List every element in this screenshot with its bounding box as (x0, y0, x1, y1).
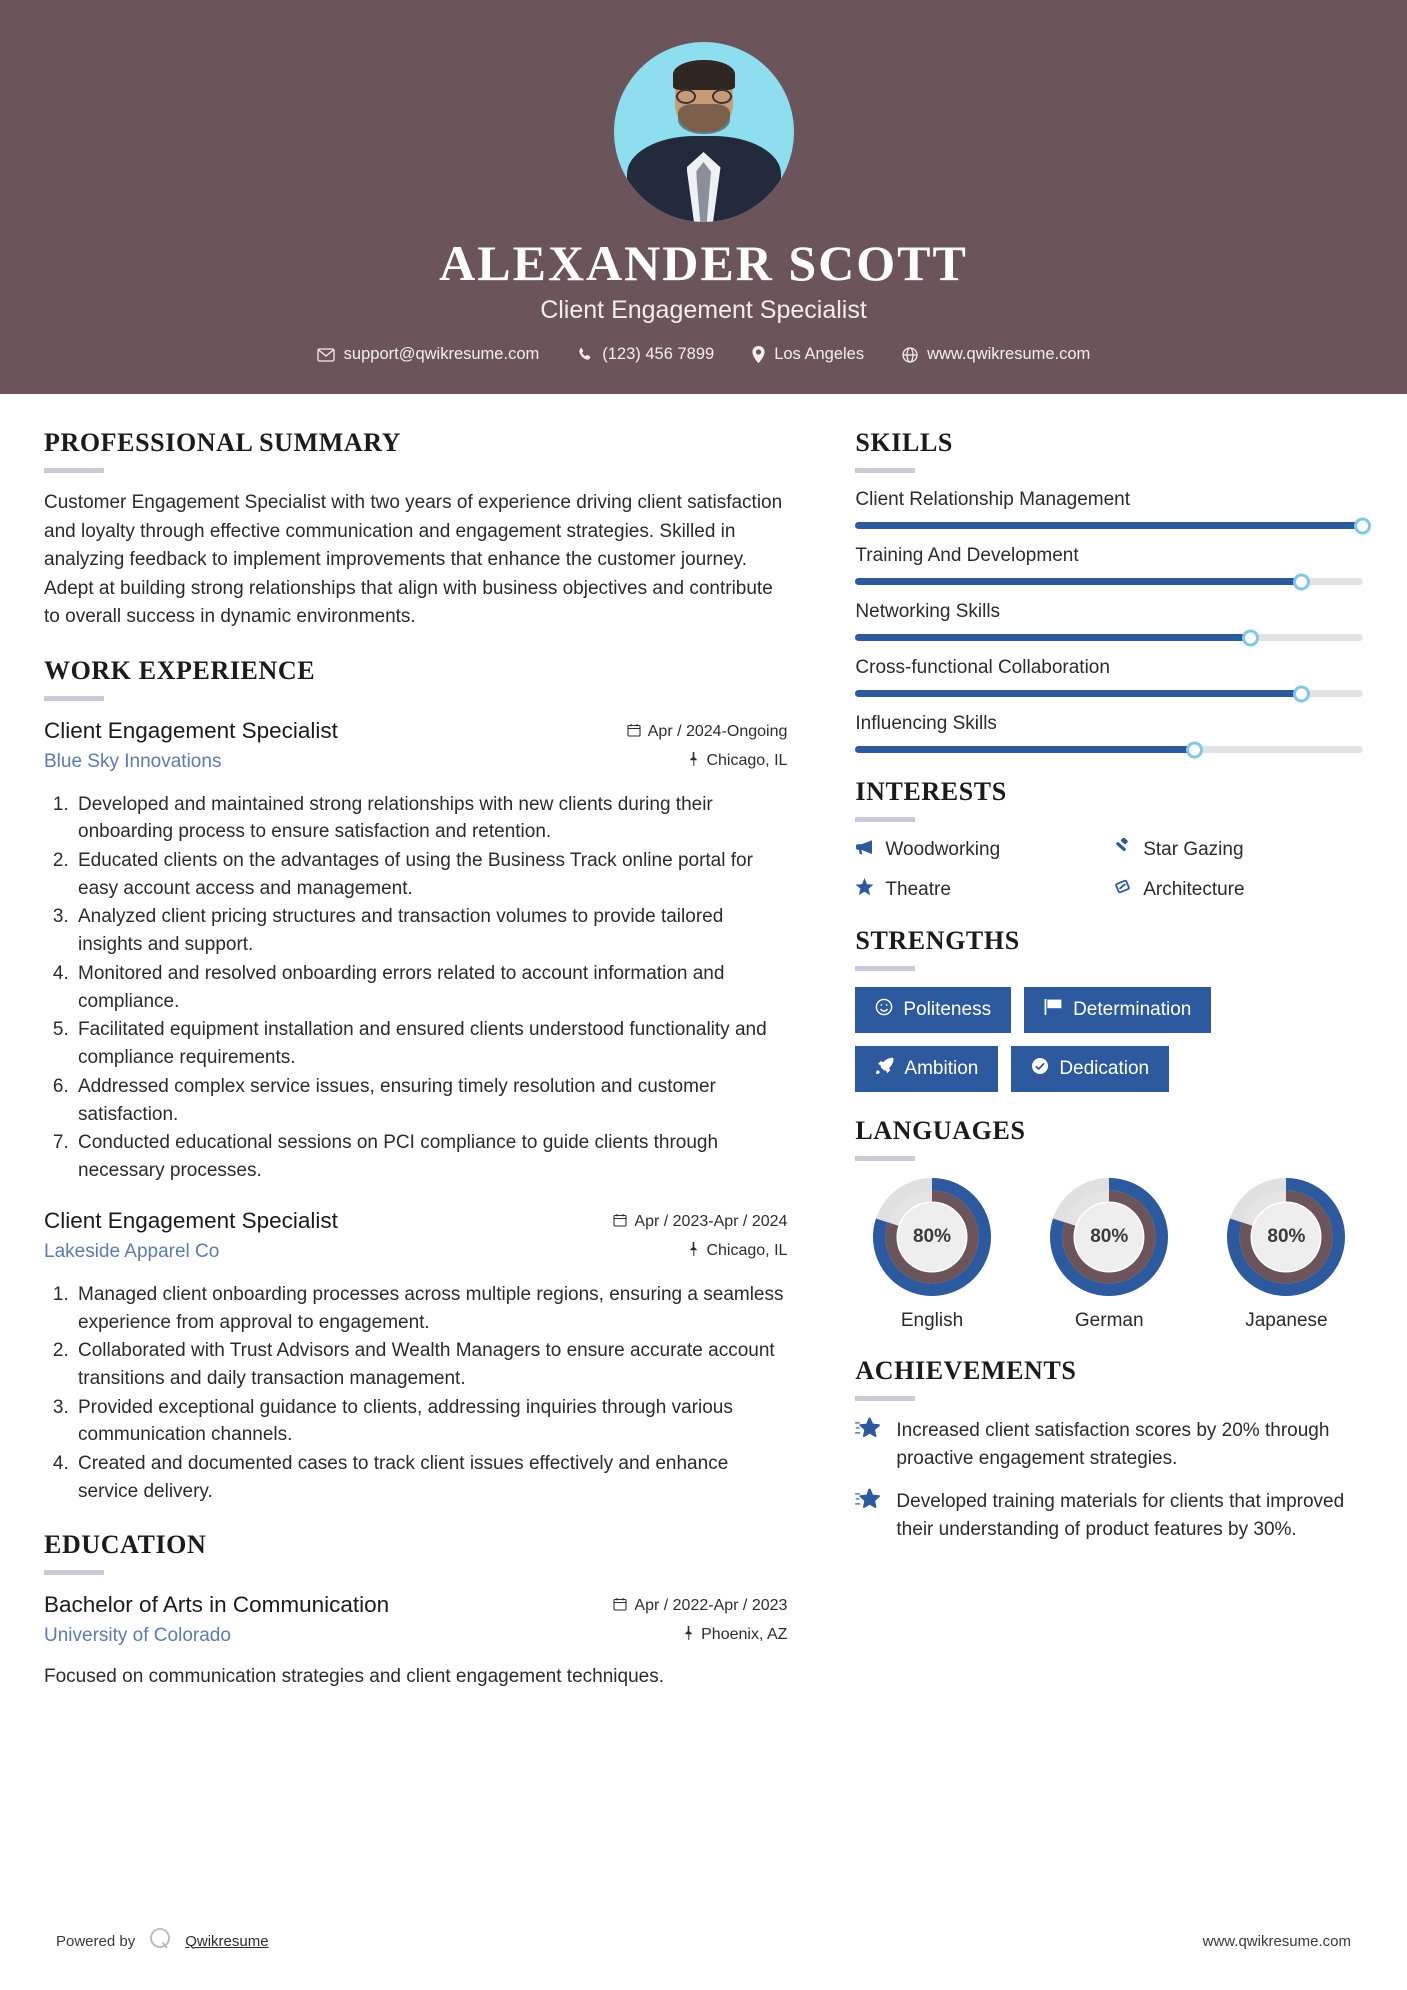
section-achievements (855, 1356, 1363, 1543)
pin-icon (688, 1242, 699, 1261)
experience-entry (44, 1207, 787, 1506)
job-location-line (613, 1242, 787, 1261)
list-item: 4. Created and documented cases to track client issues effectively and enhance service delivery. (74, 1450, 787, 1505)
avatar-beard (678, 104, 730, 134)
interest-item (855, 838, 1105, 862)
skill-bar[interactable] (855, 746, 1363, 753)
avatar-glasses (676, 89, 732, 104)
job-bullets (74, 791, 787, 1185)
contact-phone-text: (123) 456 7899 (602, 345, 715, 363)
list-item: 1. Managed client onboarding processes across multiple regions, ensuring a seamless experience from approval to engagement. (74, 1281, 787, 1336)
envelope-icon (317, 348, 335, 362)
contact-website-text: www.qwikresume.com (927, 345, 1091, 363)
skill-bar-fill (855, 746, 1195, 753)
skill-bar-knob[interactable] (1293, 685, 1310, 702)
achievements-heading: ACHIEVEMENTS (855, 1356, 1077, 1385)
map-pin-icon (752, 346, 765, 363)
list-item: 2. Collaborated with Trust Advisors and Wealth Managers to ensure accurate account transitions and daily transaction management. (74, 1337, 787, 1392)
section-interests (855, 777, 1363, 902)
education-location: Phoenix, AZ (701, 1626, 788, 1644)
avatar-hair (673, 60, 735, 90)
entry-header (44, 717, 787, 781)
entry-header (44, 1591, 787, 1655)
job-bullets (74, 1281, 787, 1506)
skill-item (855, 657, 1363, 697)
list-item: 3. Analyzed client pricing structures and transaction volumes to provide tailored insights and support. (74, 903, 787, 958)
heading-rule (855, 468, 915, 473)
footer-website[interactable]: www.qwikresume.com (1202, 1932, 1351, 1950)
qwikresume-logo-icon (147, 1926, 173, 1956)
skill-bar[interactable] (855, 634, 1363, 641)
interest-label: Star Gazing (1143, 839, 1244, 860)
list-item: 5. Facilitated equipment installation and ensured clients understood functionality and compliance requirements. (74, 1016, 787, 1071)
heading-rule (855, 966, 915, 971)
job-dates: Apr / 2023-Apr / 2024 (634, 1213, 788, 1231)
right-column (833, 428, 1363, 1715)
list-item: 4. Monitored and resolved onboarding errors related to account information and compliance. (74, 960, 787, 1015)
list-item: 7. Conducted educational sessions on PCI compliance to guide clients through necessary processes. (74, 1129, 787, 1184)
pin-icon (683, 1626, 694, 1645)
skill-bar-knob[interactable] (1293, 573, 1310, 590)
entry-meta (627, 717, 788, 781)
contact-location-text: Los Angeles (774, 345, 865, 363)
skills-heading: SKILLS (855, 428, 953, 457)
footer-branding (56, 1926, 269, 1956)
skill-bar-fill (855, 578, 1302, 585)
heading-rule (855, 1156, 915, 1161)
phone-icon (577, 347, 593, 363)
flag-icon (1044, 998, 1063, 1022)
language-donut (1226, 1177, 1346, 1297)
language-name: English (900, 1310, 964, 1331)
strengths-list (855, 987, 1363, 1092)
candidate-role: Client Engagement Specialist (540, 296, 867, 324)
check-circle-icon (1031, 1057, 1049, 1081)
skill-bar-fill (855, 690, 1302, 697)
interest-label: Theatre (885, 879, 951, 900)
strength-label: Ambition (904, 1058, 979, 1079)
strengths-heading: STRENGTHS (855, 926, 1020, 955)
skill-label: Client Relationship Management (855, 489, 1131, 510)
rocket-icon (875, 1057, 894, 1081)
achievement-item (855, 1488, 1363, 1543)
job-company[interactable]: Lakeside Apparel Co (44, 1240, 220, 1262)
star-icon (855, 878, 874, 902)
skill-bar[interactable] (855, 578, 1363, 585)
summary-heading: PROFESSIONAL SUMMARY (44, 428, 402, 457)
skill-bar-knob[interactable] (1354, 517, 1371, 534)
skill-bar-knob[interactable] (1242, 629, 1259, 646)
donut-value: 80% (1075, 1203, 1143, 1271)
left-column (44, 428, 833, 1715)
job-dates-line (627, 723, 788, 742)
job-title: Client Engagement Specialist (44, 1207, 338, 1233)
language-item (1210, 1177, 1363, 1332)
list-item: 3. Provided exceptional guidance to clients, addressing inquiries through various communication channels. (74, 1394, 787, 1449)
skill-bar-fill (855, 634, 1251, 641)
language-donut (872, 1177, 992, 1297)
diamond-icon (1113, 878, 1132, 902)
heading-rule (44, 468, 104, 473)
resume-body (0, 394, 1407, 1715)
contact-website[interactable] (883, 345, 1109, 364)
job-title: Client Engagement Specialist (44, 717, 338, 743)
contact-email-text: support@qwikresume.com (343, 345, 540, 363)
education-note: Focused on communication strategies and client engagement techniques. (44, 1665, 664, 1687)
language-item (1033, 1177, 1186, 1332)
language-name: German (1074, 1310, 1144, 1331)
job-dates: Apr / 2024-Ongoing (647, 723, 788, 740)
job-company[interactable]: Blue Sky Innovations (44, 750, 222, 772)
contact-email[interactable] (298, 345, 559, 364)
skill-bar[interactable] (855, 522, 1363, 529)
star-burst-icon (855, 1488, 882, 1517)
powered-by-label: Powered by (56, 1932, 136, 1950)
skill-label: Networking Skills (855, 601, 1001, 622)
contact-phone[interactable] (558, 345, 733, 364)
skill-item (855, 601, 1363, 641)
list-item: 6. Addressed complex service issues, ensuring timely resolution and customer satisfaction. (74, 1073, 787, 1128)
skill-item (855, 713, 1363, 753)
contact-bar (0, 345, 1407, 364)
interest-label: Woodworking (885, 839, 1001, 860)
experience-heading: WORK EXPERIENCE (44, 655, 316, 685)
school-name[interactable]: University of Colorado (44, 1624, 231, 1646)
skill-label: Training And Development (855, 545, 1079, 566)
heading-rule (44, 696, 104, 701)
interest-item (1113, 838, 1363, 862)
interests-grid (855, 838, 1363, 902)
languages-list (855, 1177, 1363, 1332)
list-item: 1. Developed and maintained strong relationships with new clients during their onboarding process to ensure satisfaction and retention. (74, 791, 787, 846)
strength-label: Dedication (1059, 1058, 1150, 1079)
skill-label: Influencing Skills (855, 713, 997, 734)
skill-bar-fill (855, 522, 1363, 529)
language-name: Japanese (1245, 1310, 1328, 1331)
job-dates-line (613, 1213, 787, 1232)
job-location: Chicago, IL (706, 1242, 788, 1260)
contact-location[interactable] (733, 345, 883, 364)
entry-header (44, 1207, 787, 1271)
list-item: 2. Educated clients on the advantages of using the Business Track online portal for easy account access and management. (74, 847, 787, 902)
achievement-text: Increased client satisfaction scores by 20% through proactive engagement strategies. (896, 1420, 1330, 1469)
education-entry (44, 1591, 787, 1692)
heading-rule (44, 1570, 104, 1575)
section-strengths (855, 926, 1363, 1092)
education-location-line (613, 1626, 787, 1645)
interest-item (855, 878, 1105, 902)
gavel-icon (1113, 838, 1132, 862)
candidate-name: ALEXANDER SCOTT (439, 235, 968, 291)
qwikresume-link[interactable]: Qwikresume (185, 1932, 269, 1950)
entry-meta (613, 1591, 787, 1655)
star-burst-icon (855, 1417, 882, 1446)
achievement-text: Developed training materials for clients that improved their understanding of product features by 30%. (896, 1491, 1345, 1540)
summary-text: Customer Engagement Specialist with two years of experience driving client satisfaction and loyalty through effective communication and engagement strategies. Skilled in analyzing feedback to implement improvements that enhance the customer journey. Adept at building strong relationships that align with business objectives and contribute to overall success in dynamic environments. (44, 492, 783, 627)
heading-rule (855, 817, 915, 822)
strength-label: Determination (1073, 999, 1192, 1020)
language-item (855, 1177, 1008, 1332)
skill-bar-knob[interactable] (1186, 741, 1203, 758)
strength-badge-determination[interactable] (1024, 987, 1211, 1033)
section-education (44, 1530, 787, 1692)
skill-label: Cross-functional Collaboration (855, 657, 1110, 678)
avatar (614, 42, 794, 222)
skill-item (855, 545, 1363, 585)
achievement-item (855, 1417, 1363, 1472)
skill-item (855, 489, 1363, 529)
section-languages (855, 1116, 1363, 1332)
smiley-icon (875, 998, 893, 1022)
strength-label: Politeness (903, 999, 992, 1020)
education-dates: Apr / 2022-Apr / 2023 (634, 1597, 788, 1615)
donut-value: 80% (1252, 1203, 1320, 1271)
interest-item (1113, 878, 1363, 902)
interests-heading: INTERESTS (855, 777, 1007, 806)
strength-badge-ambition[interactable] (855, 1046, 998, 1092)
experience-entry (44, 717, 787, 1185)
degree-title: Bachelor of Arts in Communication (44, 1591, 390, 1617)
strength-badge-politeness[interactable] (855, 987, 1011, 1033)
resume-header (0, 0, 1407, 394)
section-work-experience (44, 656, 787, 1506)
skill-bar[interactable] (855, 690, 1363, 697)
pin-icon (688, 752, 699, 771)
education-heading: EDUCATION (44, 1529, 207, 1559)
language-donut (1049, 1177, 1169, 1297)
section-professional-summary (44, 428, 787, 632)
globe-icon (902, 347, 918, 363)
job-location-line (627, 752, 788, 771)
calendar-icon (613, 1213, 627, 1232)
education-dates-line (613, 1597, 787, 1616)
heading-rule (855, 1396, 915, 1401)
interest-label: Architecture (1143, 879, 1245, 900)
calendar-icon (627, 723, 641, 742)
languages-heading: LANGUAGES (855, 1116, 1026, 1145)
megaphone-icon (855, 839, 874, 862)
donut-value: 80% (898, 1203, 966, 1271)
calendar-icon (613, 1597, 627, 1616)
page-footer (0, 1926, 1407, 1956)
strength-badge-dedication[interactable] (1011, 1046, 1169, 1092)
section-skills (855, 428, 1363, 753)
job-location: Chicago, IL (706, 752, 788, 769)
entry-meta (613, 1207, 787, 1271)
